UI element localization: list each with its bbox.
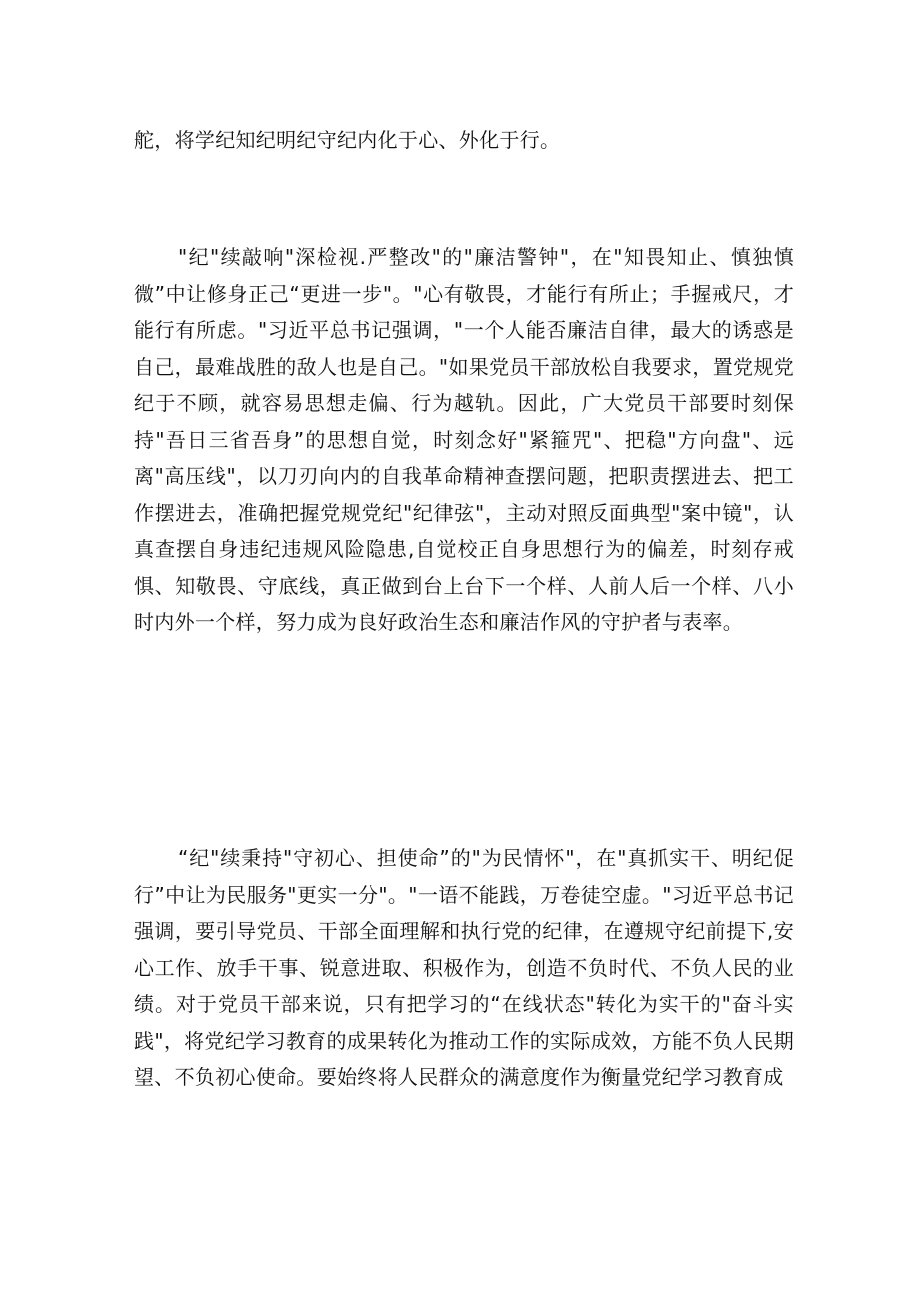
paragraph-integrity: "纪"续敲响"深检视.严整改"的"廉洁警钟"，在"知畏知止、慎独慎微”中让修身正己“更进一步"。"心有敬畏，才能行有所止；手握戒尺，才能行有所虑。"习近平总书记强调，"一个人能否廉洁自律，最大的诱惑是自己，最难战胜的敌人也是自己。"如果党员干部放松自我要求，置党规党纪于不顾，就容易思想走偏、行为越轨。因此，广大党员干部要时刻保持"吾日三省吾身”的思想自觉，时刻念好"紧箍咒"、把稳"方向盘"、远离"高压线"，以刀刃向内的自我革命精神查摆问题，把职责摆进去、把工作摆进去，准确把握党规党纪"纪律弦"，主动对照反面典型"案中镜"，认真查摆自身违纪违规风险隐患,自觉校正自身思想行为的偏差，时刻存戒惧、知敬畏、守底线，真正做到台上台下一个样、人前人后一个样、八小时内外一个样，努力成为良好政治生态和廉洁作风的守护者与表率。: [134, 245, 794, 634]
paragraph-continuation: 舵，将学纪知纪明纪守纪内化于心、外化于行。: [134, 128, 561, 152]
paragraph-service: “纪"续秉持"守初心、担使命”的"为民情怀"，在"真抓实干、明纪促行”中让为民服务"更实一分"。"一语不能践，万卷徒空虚。"习近平总书记强调，要引导党员、干部全面理解和执行党的纪律，在遵规守纪前提下,安心工作、放手干事、锐意进取、积极作为，创造不负时代、不负人民的业绩。对于党员干部来说，只有把学习的“在线状态"转化为实干的"奋斗实践"，将党纪学习教育的成果转化为推动工作的实际成效，方能不负人民期望、不负初心使命。要始终将人民群众的满意度作为衡量党纪学习教育成: [134, 846, 794, 1089]
